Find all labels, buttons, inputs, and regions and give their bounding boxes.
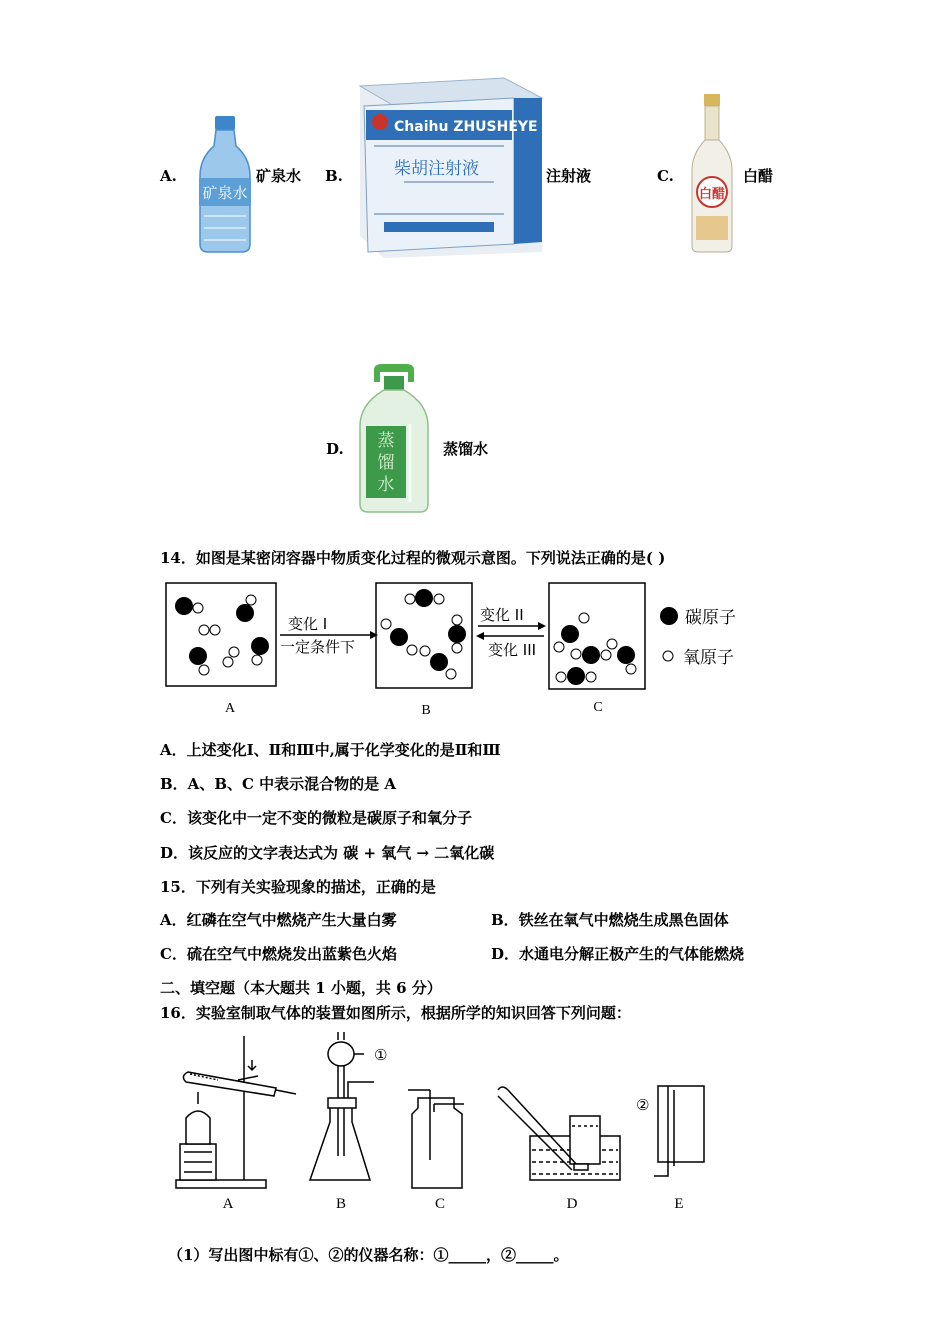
q14-micro-diagram [160, 578, 760, 718]
apparatus-label-a: A [222, 1196, 234, 1212]
vinegar-label-text: 白醋 [698, 187, 726, 202]
apparatus-label-e: E [674, 1196, 684, 1212]
q15-option-c: C．硫在空气中燃烧发出蓝紫色火焰 [160, 945, 397, 963]
bottle-label-text: 矿泉水 [202, 184, 248, 202]
option-b-letter: B. [325, 167, 343, 185]
q16-apparatus-diagram [168, 1030, 728, 1220]
arrow1-bottom-label: 一定条件下 [280, 638, 356, 656]
apparatus-c [408, 1090, 464, 1188]
q14-stem: 14．如图是某密闭容器中物质变化过程的微观示意图。下列说法正确的是( ) [160, 549, 666, 567]
box-label-a: A [224, 701, 236, 716]
section-heading: 二、填空题（本大题共 1 小题，共 6 分） [160, 979, 442, 997]
mineral-water-bottle-image [196, 116, 254, 254]
apparatus-label-b: B [335, 1196, 347, 1212]
option-d-name: 蒸馏水 [443, 440, 489, 458]
q14-option-a: A．上述变化Ⅰ、Ⅱ和Ⅲ中,属于化学变化的是Ⅱ和Ⅲ [160, 741, 501, 759]
option-c-letter: C. [657, 167, 674, 185]
q16-stem: 16．实验室制取气体的装置如图所示，根据所学的知识回答下列问题： [160, 1004, 631, 1022]
q14-option-c: C．该变化中一定不变的微粒是碳原子和氧分子 [160, 809, 472, 827]
white-vinegar-bottle-image [690, 94, 734, 254]
apparatus-e [654, 1086, 704, 1176]
legend-carbon: 碳原子 [685, 608, 736, 628]
distilled-label-char-2: 馏 [377, 453, 395, 473]
option-a-letter: A. [160, 167, 177, 185]
apparatus-label-c: C [434, 1196, 446, 1212]
box-label-c: C [593, 700, 603, 715]
apparatus-label-d: D [566, 1196, 578, 1212]
q14-option-b: B．A、B、C 中表示混合物的是 A [160, 775, 397, 793]
marker-1: ① [374, 1046, 388, 1064]
distilled-label-char-3: 水 [377, 475, 395, 495]
distilled-label-char-1: 蒸 [377, 431, 395, 451]
option-a-name: 矿泉水 [256, 167, 302, 185]
q14-option-d: D．该反应的文字表达式为 碳 + 氧气 → 二氧化碳 [160, 844, 495, 862]
apparatus-b [310, 1032, 374, 1180]
q15-option-d: D．水通电分解正极产生的气体能燃烧 [491, 945, 745, 963]
arrow1-top-label: 变化 I [288, 615, 328, 633]
distilled-water-bottle-image [358, 364, 430, 514]
marker-2: ② [636, 1096, 650, 1114]
arrow2-bottom-label: 变化 III [488, 641, 537, 659]
box-brand-text: Chaihu ZHUSHEYE [394, 119, 538, 135]
q16-sub1: （1）写出图中标有①、②的仪器名称：①_____，②_____。 [168, 1246, 569, 1264]
box-chinese-name: 柴胡注射液 [394, 159, 479, 179]
arrow2-top-label: 变化 II [480, 606, 524, 624]
q15-option-a: A．红磷在空气中燃烧产生大量白雾 [160, 911, 397, 929]
option-b-name: 注射液 [546, 167, 592, 185]
apparatus-d [498, 1087, 620, 1180]
option-c-name: 白醋 [743, 167, 774, 185]
box-label-b: B [421, 703, 431, 718]
injection-box-image [354, 76, 544, 260]
q15-stem: 15．下列有关实验现象的描述，正确的是 [160, 878, 436, 896]
apparatus-a [176, 1036, 296, 1188]
q15-option-b: B．铁丝在氧气中燃烧生成黑色固体 [491, 911, 729, 929]
option-d-letter: D. [326, 440, 344, 458]
legend-oxygen: 氧原子 [683, 648, 734, 668]
